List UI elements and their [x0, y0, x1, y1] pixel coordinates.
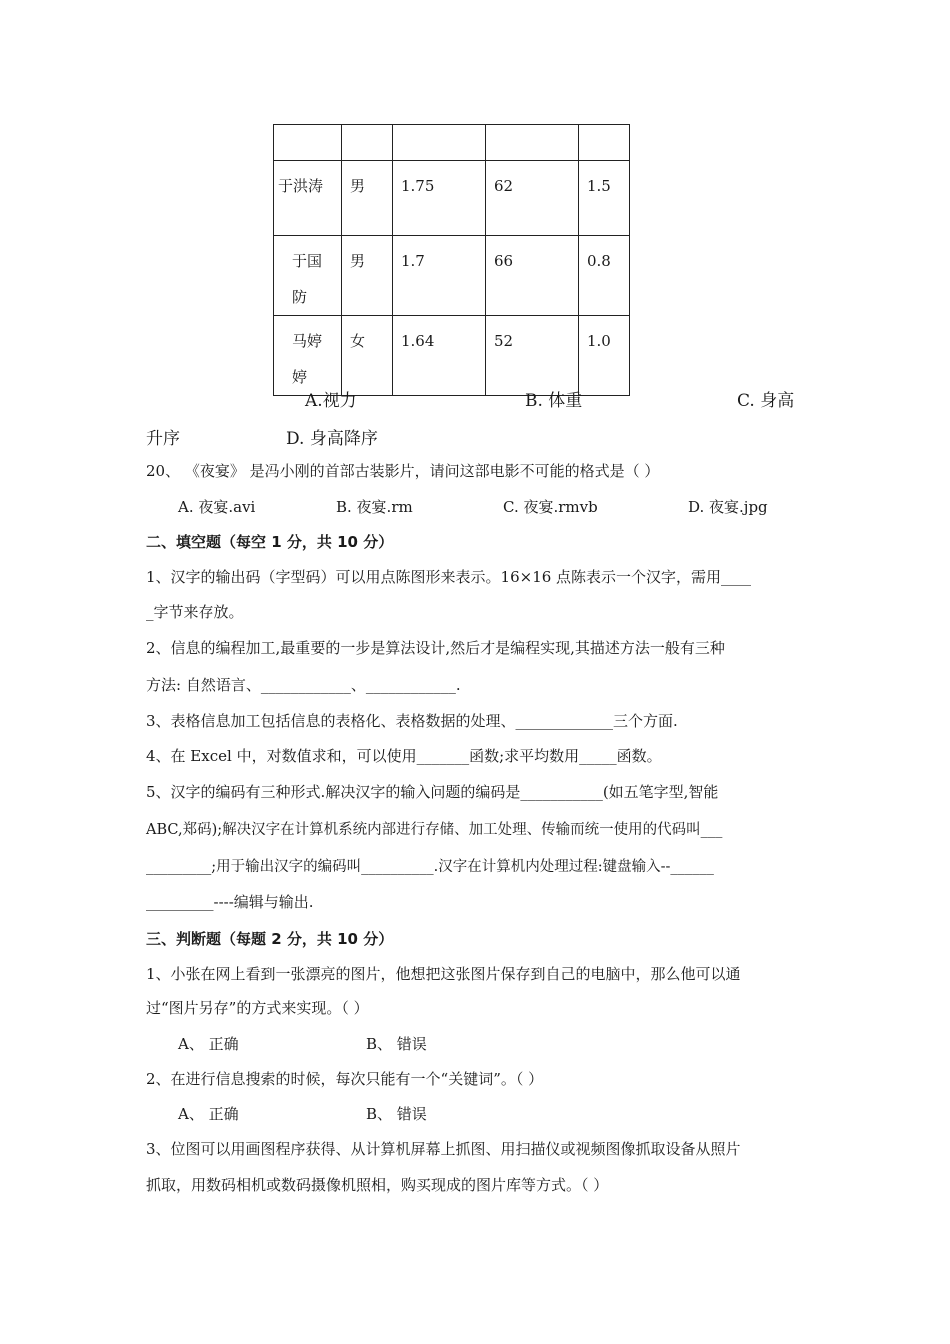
q19-option-c-continued: 升序: [146, 429, 180, 449]
section2-line: 2、信息的编程加工,最重要的一步是算法设计,然后才是编程实现,其描述方法一般有三种: [146, 639, 725, 657]
table-row: [274, 125, 630, 161]
table-cell: 于洪涛: [274, 161, 342, 236]
section3-q3-line: 3、位图可以用画图程序获得、从计算机屏幕上抓图、用扫描仪或视频图像抓取设备从照片: [146, 1140, 741, 1158]
section2-line: 5、汉字的编码有三种形式.解决汉字的输入问题的编码是___________(如五笔字型,智能: [146, 783, 719, 801]
table-cell: 女: [342, 316, 393, 396]
section3-q1-option-a: A、 正确: [178, 1035, 239, 1053]
table-cell: 52: [486, 316, 579, 396]
q19-option-a: A.视力: [305, 391, 357, 411]
q20-stem: 20、 《夜宴》 是冯小刚的首部古装影片，请问这部电影不可能的格式是（ ）: [146, 462, 660, 480]
table-cell: 于国防: [274, 236, 342, 316]
table-cell: [274, 125, 342, 161]
table-cell: 1.64: [393, 316, 486, 396]
section2-line: _________----编辑与输出.: [146, 893, 314, 911]
table-cell: [342, 125, 393, 161]
student-table: [273, 124, 630, 396]
q20-option-c: C. 夜宴.rmvb: [503, 498, 598, 516]
table-cell: 66: [486, 236, 579, 316]
q20-option-b: B. 夜宴.rm: [336, 498, 413, 516]
section3-q1-option-b: B、 错误: [366, 1035, 427, 1053]
table-cell: 0.8: [579, 236, 630, 316]
section2-line: 方法: 自然语言、____________、____________.: [146, 676, 461, 694]
section2-line: _________;用于输出汉字的编码叫__________.汉字在计算机内处理过程:键盘输入--______: [146, 859, 714, 875]
table-cell: 1.5: [579, 161, 630, 236]
table-cell: 62: [486, 161, 579, 236]
q19-option-b: B. 体重: [525, 391, 583, 411]
table-cell: 1.0: [579, 316, 630, 396]
section3-q2-option-b: B、 错误: [366, 1105, 427, 1123]
table-cell: [579, 125, 630, 161]
section3-q1-line: 1、小张在网上看到一张漂亮的图片，他想把这张图片保存到自己的电脑中，那么他可以通: [146, 965, 741, 983]
table-cell: [486, 125, 579, 161]
q19-option-d: D. 身高降序: [286, 429, 378, 449]
table-row: [274, 236, 630, 316]
section2-title: 二、填空题（每空 1 分，共 10 分）: [146, 533, 394, 551]
q20-option-a: A. 夜宴.avi: [178, 498, 256, 516]
section2-line: _字节来存放。: [146, 603, 244, 621]
q20-option-d: D. 夜宴.jpg: [688, 498, 768, 516]
section2-line: 4、在 Excel 中，对数值求和，可以使用_______函数;求平均数用_____函数。: [146, 747, 662, 765]
section3-title: 三、判断题（每题 2 分，共 10 分）: [146, 930, 394, 948]
table-cell: 男: [342, 236, 393, 316]
section3-q3-line: 抓取，用数码相机或数码摄像机照相，购买现成的图片库等方式。（ ）: [146, 1176, 609, 1194]
table-cell: 1.7: [393, 236, 486, 316]
q19-option-c: C. 身高: [737, 391, 795, 411]
table-row: [274, 161, 630, 236]
section2-line: 1、汉字的输出码（字型码）可以用点陈图形来表示。16×16 点陈表示一个汉字，需用____: [146, 568, 752, 586]
table-cell: [393, 125, 486, 161]
table-cell: 男: [342, 161, 393, 236]
section2-line: 3、表格信息加工包括信息的表格化、表格数据的处理、_____________三个方面.: [146, 712, 678, 730]
section2-line: ABC,郑码);解决汉字在计算机系统内部进行存储、加工处理、传输而统一使用的代码叫___: [146, 822, 723, 838]
table-cell: 1.75: [393, 161, 486, 236]
section3-q1-line: 过“图片另存”的方式来实现。（ ）: [146, 999, 369, 1017]
table-row: [274, 316, 630, 396]
section3-q2-option-a: A、 正确: [178, 1105, 239, 1123]
section3-q2-line: 2、在进行信息搜索的时候，每次只能有一个“关键词”。（ ）: [146, 1070, 544, 1088]
table-cell: 马婷婷: [274, 316, 342, 396]
